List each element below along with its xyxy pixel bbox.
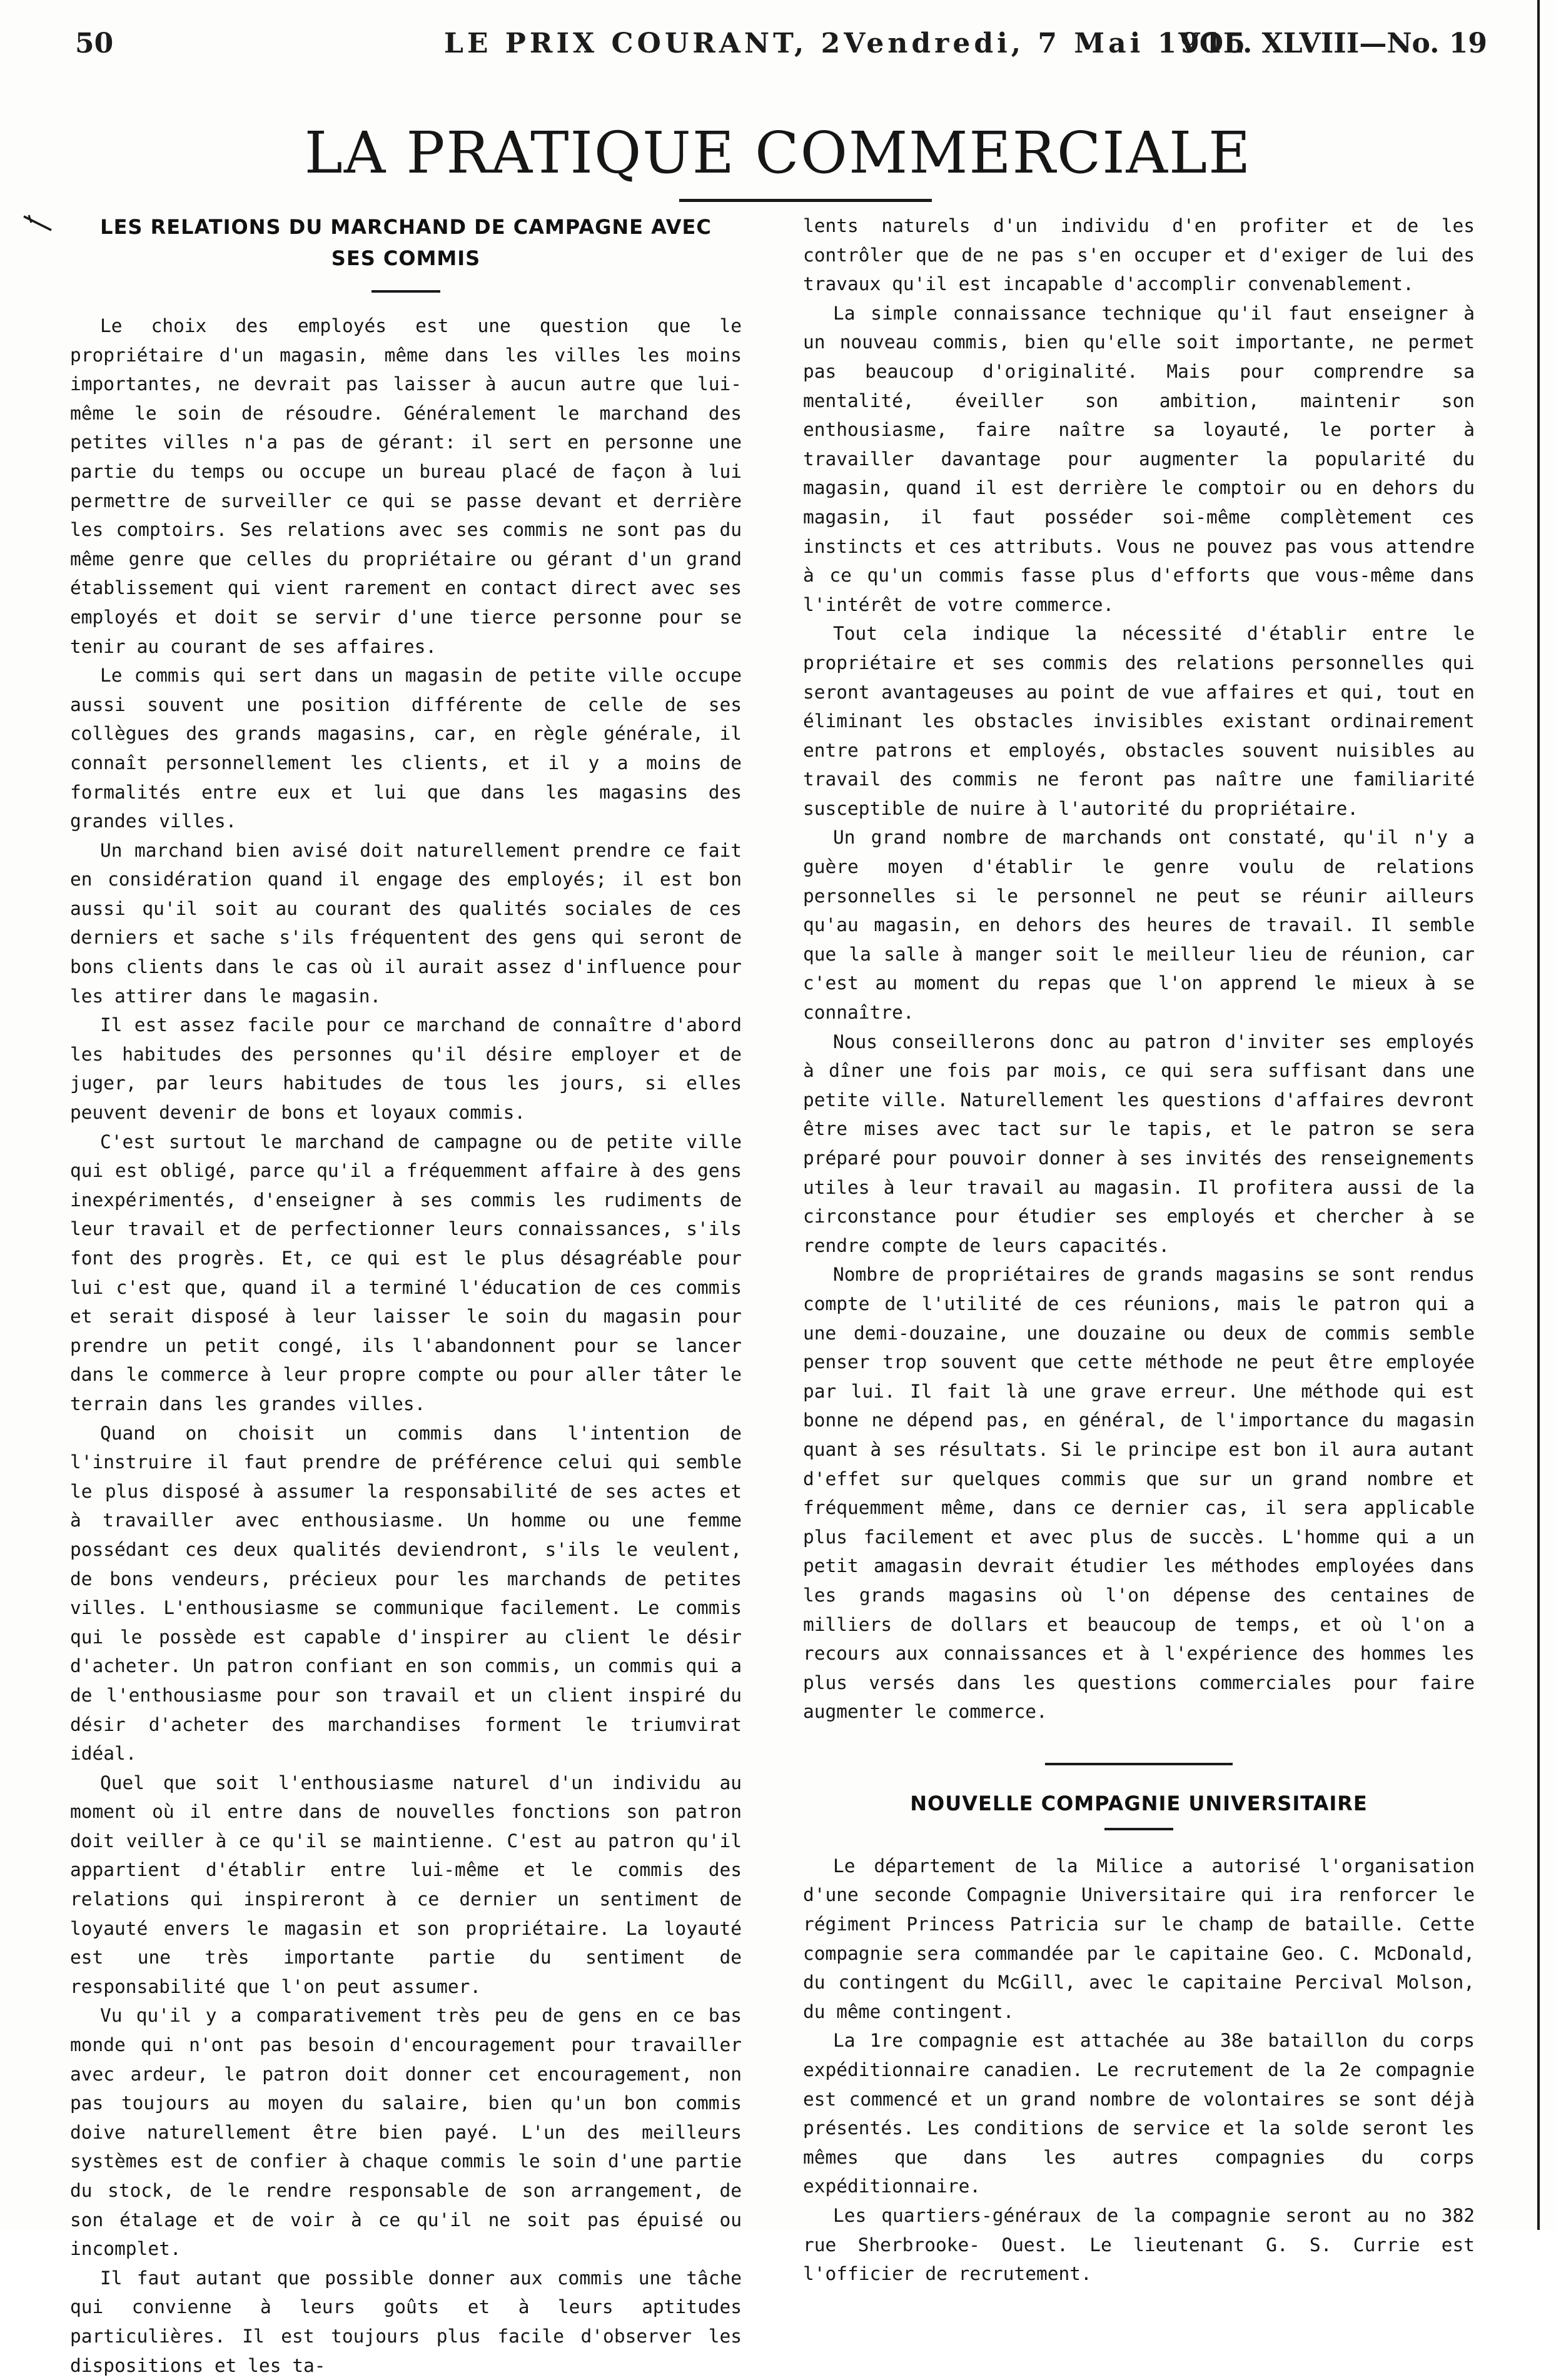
paragraph: Quel que soit l'enthousiasme naturel d'un individu au moment où il entre dans de nouvelles fonctions son patron doit veiller à ce qu'il se maintienne. C'est au patron qu'il appartient d'établir entre lui-même et le commis des relations qui inspireront à ce dernier un sentiment de loyauté envers le magasin et son propriétaire. La loyauté est une très importante partie du sentiment de responsabilité que l'on peut assumer. (70, 1772, 742, 1997)
volume-number: VOL. XLVIII—No. 19 (1178, 28, 1487, 59)
left-column (70, 211, 742, 2380)
paragraph: La simple connaissance technique qu'il faut enseigner à un nouveau commis, bien qu'elle soit importante, ne permet pas beaucoup d'originalité. Mais pour comprendre sa mentalité, éveiller son ambition, maintenir son enthousiasme, faire naître sa loyauté, le porter à travailler davantage pour augmenter la popularité du magasin, quand il est derrière le comptoir ou en dehors du magasin, il faut posséder soi-même complètement ces instincts et ces attributs. Vous ne pouvez pas vous attendre à ce qu'un commis fasse plus d'efforts que vous-même dans l'intérêt de votre commerce. (803, 302, 1475, 615)
paragraph: Un grand nombre de marchands ont constaté, qu'il n'y a guère moyen d'établir le genre voulu de relations personnelles si le personnel ne peut se réunir ailleurs qu'au magasin, en dehors des heures de travail. Il semble que la salle à manger soit le meilleur lieu de réunion, car c'est au moment du repas que l'on apprend le mieux à se connaître. (803, 827, 1475, 1024)
margin-mark-icon (23, 214, 53, 233)
paragraph-continued: lents naturels d'un individu d'en profiter et de les contrôler que de ne pas s'en occuper et d'exiger de lui des travaux qu'il est incapable d'accomplir convenablement. (803, 215, 1475, 295)
article-title-line-1: LES RELATIONS DU MARCHAND DE CAMPAGNE AVEC (100, 215, 712, 239)
article-title-line-2: SES COMMIS (331, 246, 481, 270)
second-article-title: NOUVELLE COMPAGNIE UNIVERSITAIRE (910, 1791, 1368, 1815)
paragraph: C'est surtout le marchand de campagne ou de petite ville qui est obligé, parce qu'il a fréquemment affaire à des gens inexpérimentés, d'enseigner à ses commis les rudiments de leur travail et de perfectionner leurs connaissances, s'ils font des progrès. Et, ce qui est le plus désagréable pour lui c'est que, quand il a terminé l'éducation de ces commis et serait disposé à leur laisser le soin du magasin pour prendre un petit congé, ils l'abandonnent pour se lancer dans le commerce à leur propre compte ou pour aller tâter le terrain dans les grandes villes. (70, 1131, 742, 1414)
page-number: 50 (75, 28, 114, 59)
article-body-right (803, 211, 1475, 1727)
paragraph: Les quartiers-généraux de la compagnie seront au no 382 rue Sherbrooke- Ouest. Le lieutenant G. S. Currie est l'officier de recrutement. (803, 2205, 1475, 2285)
paragraph: La 1re compagnie est attachée au 38e bataillon du corps expéditionnaire canadien. Le recrutement de la 2e compagnie est commencé et un grand nombre de volontaires se sont déjà présentés. Les conditions de service et la solde seront les mêmes que dans les autres compagnies du corps expéditionnaire. (803, 2030, 1475, 2197)
publication-line: LE PRIX COURANT, 2Vendredi, 7 Mai 1915 (444, 28, 1250, 59)
article-heading-wrap (70, 211, 742, 274)
article-separator-rule (1045, 1763, 1233, 1765)
second-article-body (803, 1852, 1475, 2289)
section-title: LA PRATIQUE COMMERCIALE (304, 119, 1252, 186)
heading-rule (371, 290, 440, 293)
article-body-left (70, 311, 742, 2380)
title-rule (679, 199, 932, 202)
heading-rule (1104, 1828, 1173, 1830)
scan-edge-line (1537, 0, 1540, 2230)
right-column (803, 211, 1475, 2289)
paragraph: Il faut autant que possible donner aux commis une tâche qui convienne à leurs goûts et à leurs aptitudes particulières. Il est toujours plus facile d'observer les dispositions et les ta- (70, 2267, 742, 2376)
paragraph: Le choix des employés est une question que le propriétaire d'un magasin, même dans les villes les moins importantes, ne devrait pas laisser à aucun autre que lui-même le soin de résoudre. Généralement le marchand des petites villes n'a pas de gérant: il sert en personne une partie du temps ou occupe un bureau placé de façon à lui permettre de surveiller ce qui se passe devant et derrière les comptoirs. Ses relations avec ses commis ne sont pas du même genre que celles du propriétaire ou gérant d'un grand établissement qui vient rarement en contact direct avec ses employés et doit se servir d'une tierce personne pour se tenir au courant de ses affaires. (70, 315, 742, 657)
paragraph: Un marchand bien avisé doit naturellement prendre ce fait en considération quand il engage des employés; il est bon aussi qu'il soit au courant des qualités sociales de ces derniers et sache s'ils fréquentent des gens qui seront de bons clients dans le cas où il aurait assez d'influence pour les attirer dans le magasin. (70, 839, 742, 1007)
running-header (75, 28, 1487, 65)
paragraph: Nous conseillerons donc au patron d'inviter ses employés à dîner une fois par mois, ce qui sera suffisant dans une petite ville. Naturellement les questions d'affaires devront être mises avec tact sur le tapis, et le patron se sera préparé pour pouvoir donner à ses invités des renseignements utiles à leur travail au magasin. Il profitera aussi de la circonstance pour étudier ses employés et chercher à se rendre compte de leurs capacités. (803, 1031, 1475, 1256)
paragraph: Quand on choisit un commis dans l'intention de l'instruire il faut prendre de préférence celui qui semble le plus disposé à assumer la responsabilité de ses actes et à travailler avec enthousiasme. Un homme ou une femme possédant ces deux qualités deviendront, s'ils le veulent, de bons vendeurs, précieux pour les marchands de petites villes. L'enthousiasme se communique facilement. Le commis qui le possède est capable d'inspirer au client le désir d'acheter. Un patron confiant en son commis, un commis qui a de l'enthousiasme pour son travail et un client inspiré du désir d'acheter des marchandises forment le triumvirat idéal. (70, 1422, 742, 1765)
paragraph: Le commis qui sert dans un magasin de petite ville occupe aussi souvent une position différente de celle de ses collègues des grands magasins, car, en règle générale, il connaît personnellement les clients, et il y a moins de formalités entre eux et lui que dans les magasins des grandes villes. (70, 665, 742, 832)
paragraph: Vu qu'il y a comparativement très peu de gens en ce bas monde qui n'ont pas besoin d'encouragement pour travailler avec ardeur, le patron doit donner cet encouragement, non pas toujours au moyen du salaire, bien qu'un bon commis doive naturellement être bien payé. L'un des meilleurs systèmes est de confier à chaque commis le soin d'une partie du stock, de le rendre responsable de son arrangement, de son étalage et de voir à ce qu'il ne soit pas épuisé ou incomplet. (70, 2005, 742, 2260)
paragraph: Nombre de propriétaires de grands magasins se sont rendus compte de l'utilité de ces réunions, mais le patron qui a une demi-douzaine, une douzaine ou deux de commis semble penser trop souvent que cette méthode ne peut être employée par lui. Il fait là une grave erreur. Une méthode qui est bonne ne dépend pas, en général, de l'importance du magasin quant à ses résultats. Si le principe est bon il aura autant d'effet sur quelques commis que sur un grand nombre et fréquemment même, dans ce dernier cas, il sera applicable plus facilement et avec plus de succès. L'homme qui a un petit amagasin devrait étudier les méthodes employées dans les grands magasins où l'on dépense des centaines de milliers de dollars et beaucoup de temps, et où l'on a recours aux connaissances et à l'expérience des hommes les plus versés dans les questions commerciales pour faire augmenter le commerce. (803, 1264, 1475, 1723)
article-title (70, 211, 742, 274)
paragraph: Le département de la Milice a autorisé l'organisation d'une seconde Compagnie Universitaire qui ira renforcer le régiment Princess Patricia sur le champ de bataille. Cette compagnie sera commandée par le capitaine Geo. C. McDonald, du contingent du McGill, avec le capitaine Percival Molson, du même contingent. (803, 1855, 1475, 2022)
paragraph: Tout cela indique la nécessité d'établir entre le propriétaire et ses commis des relations personnelles qui seront avantageuses au point de vue affaires et qui, tout en éliminant les obstacles invisibles existant ordinairement entre patrons et employés, obstacles souvent nuisibles au travail des commis ne feront pas naître une familiarité susceptible de nuire à l'autorité du propriétaire. (803, 623, 1475, 819)
paragraph: Il est assez facile pour ce marchand de connaître d'abord les habitudes des personnes qu'il désire employer et de juger, par leurs habitudes de tous les jours, si elles peuvent devenir de bons et loyaux commis. (70, 1014, 742, 1124)
